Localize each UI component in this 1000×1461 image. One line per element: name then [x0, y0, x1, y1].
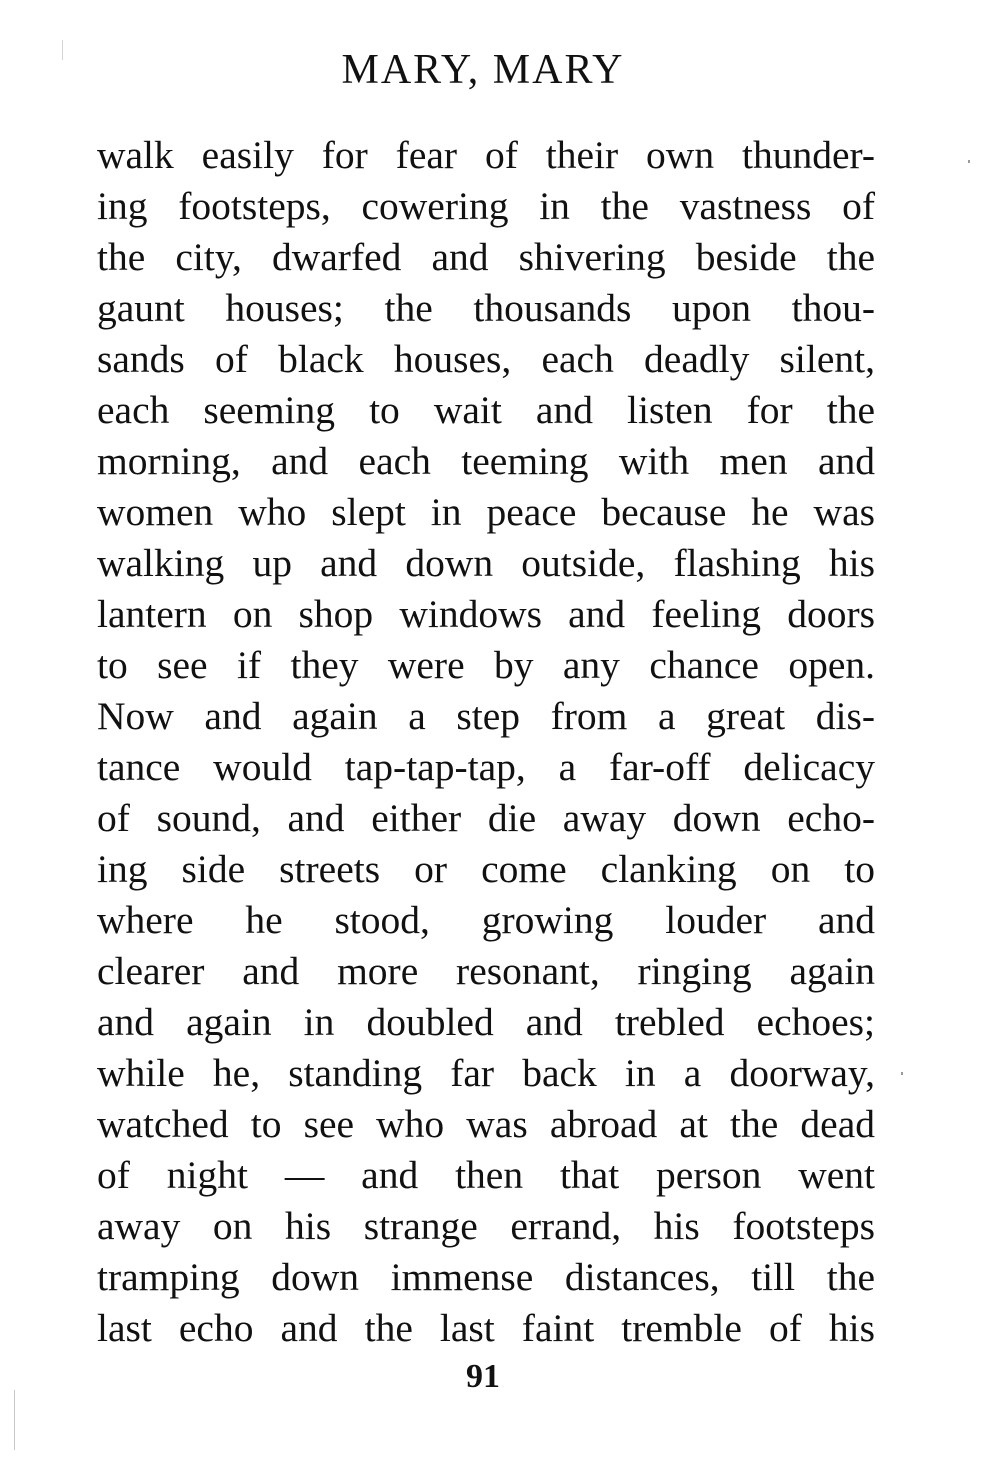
text-line: ing side streets or come clanking on to — [97, 847, 875, 891]
text-line: women who slept in peace because he was — [97, 490, 875, 534]
text-line: lantern on shop windows and feeling doors — [97, 592, 875, 636]
text-line: tramping down immense distances, till the — [97, 1255, 875, 1299]
body-text — [97, 130, 875, 1354]
text-line: walk easily for fear of their own thunder- — [97, 133, 875, 177]
text-line: sands of black houses, each deadly silent, — [97, 337, 875, 381]
text-line: of night — and then that person went — [97, 1153, 875, 1197]
text-line: last echo and the last faint tremble of his — [97, 1306, 875, 1350]
text-line: watched to see who was abroad at the dead — [97, 1102, 875, 1146]
text-line: where he stood, growing louder and — [97, 898, 875, 942]
scan-edge-mark — [62, 40, 63, 60]
text-line: tance would tap-tap-tap, a far-off delicacy — [97, 745, 875, 789]
scan-speck — [968, 160, 970, 163]
text-line: each seeming to wait and listen for the — [97, 388, 875, 432]
text-line: gaunt houses; the thousands upon thou- — [97, 286, 875, 330]
scan-edge-mark — [14, 1390, 15, 1450]
text-line: while he, standing far back in a doorway, — [97, 1051, 875, 1095]
text-line: to see if they were by any chance open. — [97, 643, 875, 687]
scan-speck — [901, 1072, 903, 1075]
text-line: walking up and down outside, flashing his — [97, 541, 875, 585]
text-line: away on his strange errand, his footsteps — [97, 1204, 875, 1248]
text-line: clearer and more resonant, ringing again — [97, 949, 875, 993]
text-line: of sound, and either die away down echo- — [97, 796, 875, 840]
text-line: the city, dwarfed and shivering beside the — [97, 235, 875, 279]
text-line: morning, and each teeming with men and — [97, 439, 875, 483]
page-number: 91 — [466, 1358, 500, 1395]
text-line: Now and again a step from a great dis- — [97, 694, 875, 738]
running-title: MARY, MARY — [341, 47, 625, 93]
text-line: ing footsteps, cowering in the vastness of — [97, 184, 875, 228]
text-line: and again in doubled and trebled echoes; — [97, 1000, 875, 1044]
